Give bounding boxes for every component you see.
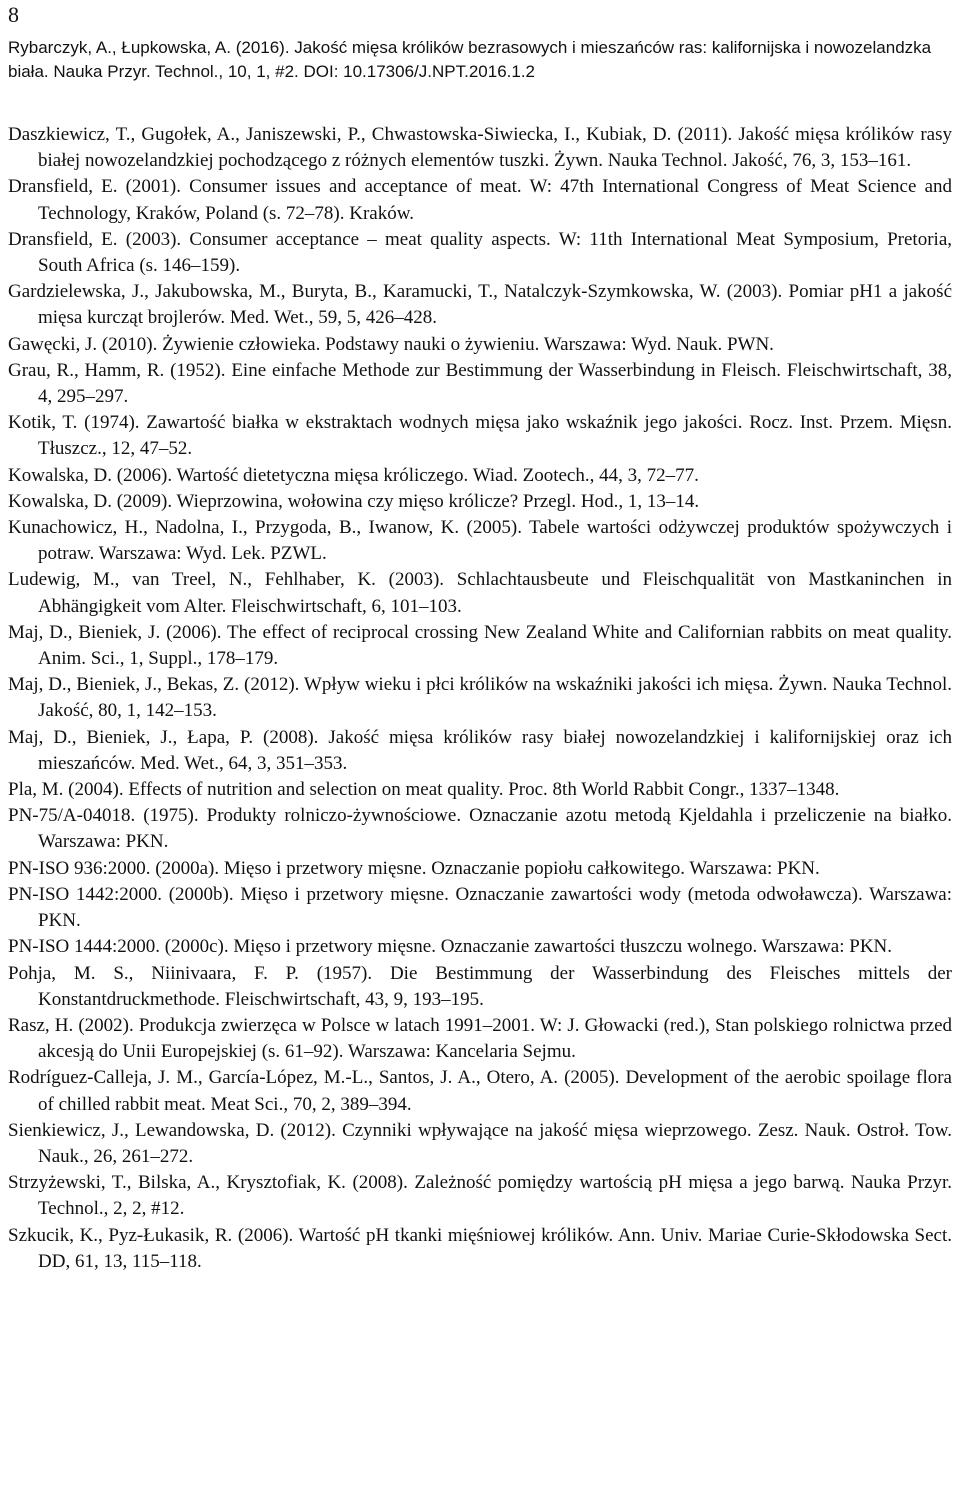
reference-item: Maj, D., Bieniek, J. (2006). The effect of reciprocal crossing New Zealand White and Californian rabbits on meat quality. Anim. Sci., 1, Suppl., 178–179. <box>8 621 952 670</box>
reference-item: Pla, M. (2004). Effects of nutrition and selection on meat quality. Proc. 8th World Rabbit Congr., 1337–1348. <box>8 779 840 801</box>
reference-item: Kowalska, D. (2009). Wieprzowina, wołowina czy mięso królicze? Przegl. Hod., 1, 13–14. <box>8 490 700 512</box>
reference-item: Gawęcki, J. (2010). Żywienie człowieka. Podstawy nauki o żywieniu. Warszawa: Wyd. Nauk. PWN. <box>8 333 774 355</box>
reference-item: Dransfield, E. (2003). Consumer acceptance – meat quality aspects. W: 11th International Meat Symposium, Pretoria, South Africa (s. 146–159). <box>8 228 952 277</box>
reference-item: PN-75/A-04018. (1975). Produkty rolniczo-żywnościowe. Oznaczanie azotu metodą Kjeldahla i przeliczenie na białko. Warszawa: PKN. <box>8 805 952 853</box>
reference-item: Kunachowicz, H., Nadolna, I., Przygoda, B., Iwanow, K. (2005). Tabele wartości odżywczej produktów spożywczych i potraw. Warszawa: Wyd. Lek. PZWL. <box>8 517 952 565</box>
reference-item: Dransfield, E. (2001). Consumer issues and acceptance of meat. W: 47th International Congress of Meat Science and Technology, Kraków, Poland (s. 72–78). Kraków. <box>8 176 952 224</box>
reference-item: Grau, R., Hamm, R. (1952). Eine einfache Methode zur Bestimmung der Wasserbindung in Fleisch. Fleischwirtschaft, 38, 4, 295–297. <box>8 359 952 408</box>
header-citation: Rybarczyk, A., Łupkowska, A. (2016). Jakość mięsa królików bezrasowych i mieszańców ras: kalifornijska i nowozelandzka biała. Nauka Przyr. Technol., 10, 1, #2. DOI: 10.17306/J.NPT.2016.1.2 <box>8 38 932 81</box>
reference-item: Gardzielewska, J., Jakubowska, M., Buryta, B., Karamucki, T., Natalczyk-Szymkowska, W. (2003). Pomiar pH1 a jakość mięsa kurcząt brojlerów. Med. Wet., 59, 5, 426–428. <box>8 281 952 329</box>
reference-item: Maj, D., Bieniek, J., Łapa, P. (2008). Jakość mięsa królików rasy białej nowozelandzkiej i kalifornijskiej oraz ich mieszańców. Med. Wet., 64, 3, 351–353. <box>8 726 952 774</box>
reference-list <box>8 122 952 1275</box>
reference-item: Rodríguez-Calleja, J. M., García-López, M.-L., Santos, J. A., Otero, A. (2005). Development of the aerobic spoilage flora of chilled rabbit meat. Meat Sci., 70, 2, 389–394. <box>8 1067 952 1115</box>
reference-item: Maj, D., Bieniek, J., Bekas, Z. (2012). Wpływ wieku i płci królików na wskaźniki jakości ich mięsa. Żywn. Nauka Technol. Jakość, 80, 1, 142–153. <box>8 674 952 722</box>
reference-item: Kowalska, D. (2006). Wartość dietetyczna mięsa króliczego. Wiad. Zootech., 44, 3, 72–77. <box>8 464 699 486</box>
reference-item: Rasz, H. (2002). Produkcja zwierzęca w Polsce w latach 1991–2001. W: J. Głowacki (red.), Stan polskiego rolnictwa przed akcesją do Unii Europejskiej (s. 61–92). Warszawa: Kancelaria Sejmu. <box>8 1014 952 1063</box>
reference-item: PN-ISO 1444:2000. (2000c). Mięso i przetwory mięsne. Oznaczanie zawartości tłuszczu wolnego. Warszawa: PKN. <box>8 936 893 958</box>
reference-item: Ludewig, M., van Treel, N., Fehlhaber, K. (2003). Schlachtausbeute und Fleischqualität von Mastkaninchen in Abhängigkeit vom Alter. Fleischwirtschaft, 6, 101–103. <box>8 569 952 617</box>
reference-item: Kotik, T. (1974). Zawartość białka w ekstraktach wodnych mięsa jako wskaźnik jego jakości. Rocz. Inst. Przem. Mięsn. Tłuszcz., 12, 47–52. <box>8 412 952 460</box>
reference-item: PN-ISO 1442:2000. (2000b). Mięso i przetwory mięsne. Oznaczanie zawartości wody (metoda odwoławcza). Warszawa: PKN. <box>8 883 952 932</box>
reference-item: Sienkiewicz, J., Lewandowska, D. (2012). Czynniki wpływające na jakość mięsa wieprzowego. Zesz. Nauk. Ostroł. Tow. Nauk., 26, 261–272. <box>8 1119 952 1167</box>
reference-item: PN-ISO 936:2000. (2000a). Mięso i przetwory mięsne. Oznaczanie popiołu całkowitego. Warszawa: PKN. <box>8 857 820 879</box>
page-number: 8 <box>8 2 19 27</box>
reference-item: Daszkiewicz, T., Gugołek, A., Janiszewski, P., Chwastowska-Siwiecka, I., Kubiak, D. (2011). Jakość mięsa królików rasy białej nowozelandzkiej pochodzącego z różnych elementów tuszki. Żywn. Nauka Technol. Jakość, 76, 3, 153–161. <box>8 124 952 172</box>
reference-item: Strzyżewski, T., Bilska, A., Krysztofiak, K. (2008). Zależność pomiędzy wartością pH mięsa a jego barwą. Nauka Przyr. Technol., 2, 2, #12. <box>8 1172 952 1220</box>
reference-item: Pohja, M. S., Niinivaara, F. P. (1957). Die Bestimmung der Wasserbindung des Fleisches mittels der Konstantdruckmethode. Fleischwirtschaft, 43, 9, 193–195. <box>8 962 952 1010</box>
reference-item: Szkucik, K., Pyz-Łukasik, R. (2006). Wartość pH tkanki mięśniowej królików. Ann. Univ. Mariae Curie-Skłodowska Sect. DD, 61, 13, 115–118. <box>8 1224 952 1272</box>
